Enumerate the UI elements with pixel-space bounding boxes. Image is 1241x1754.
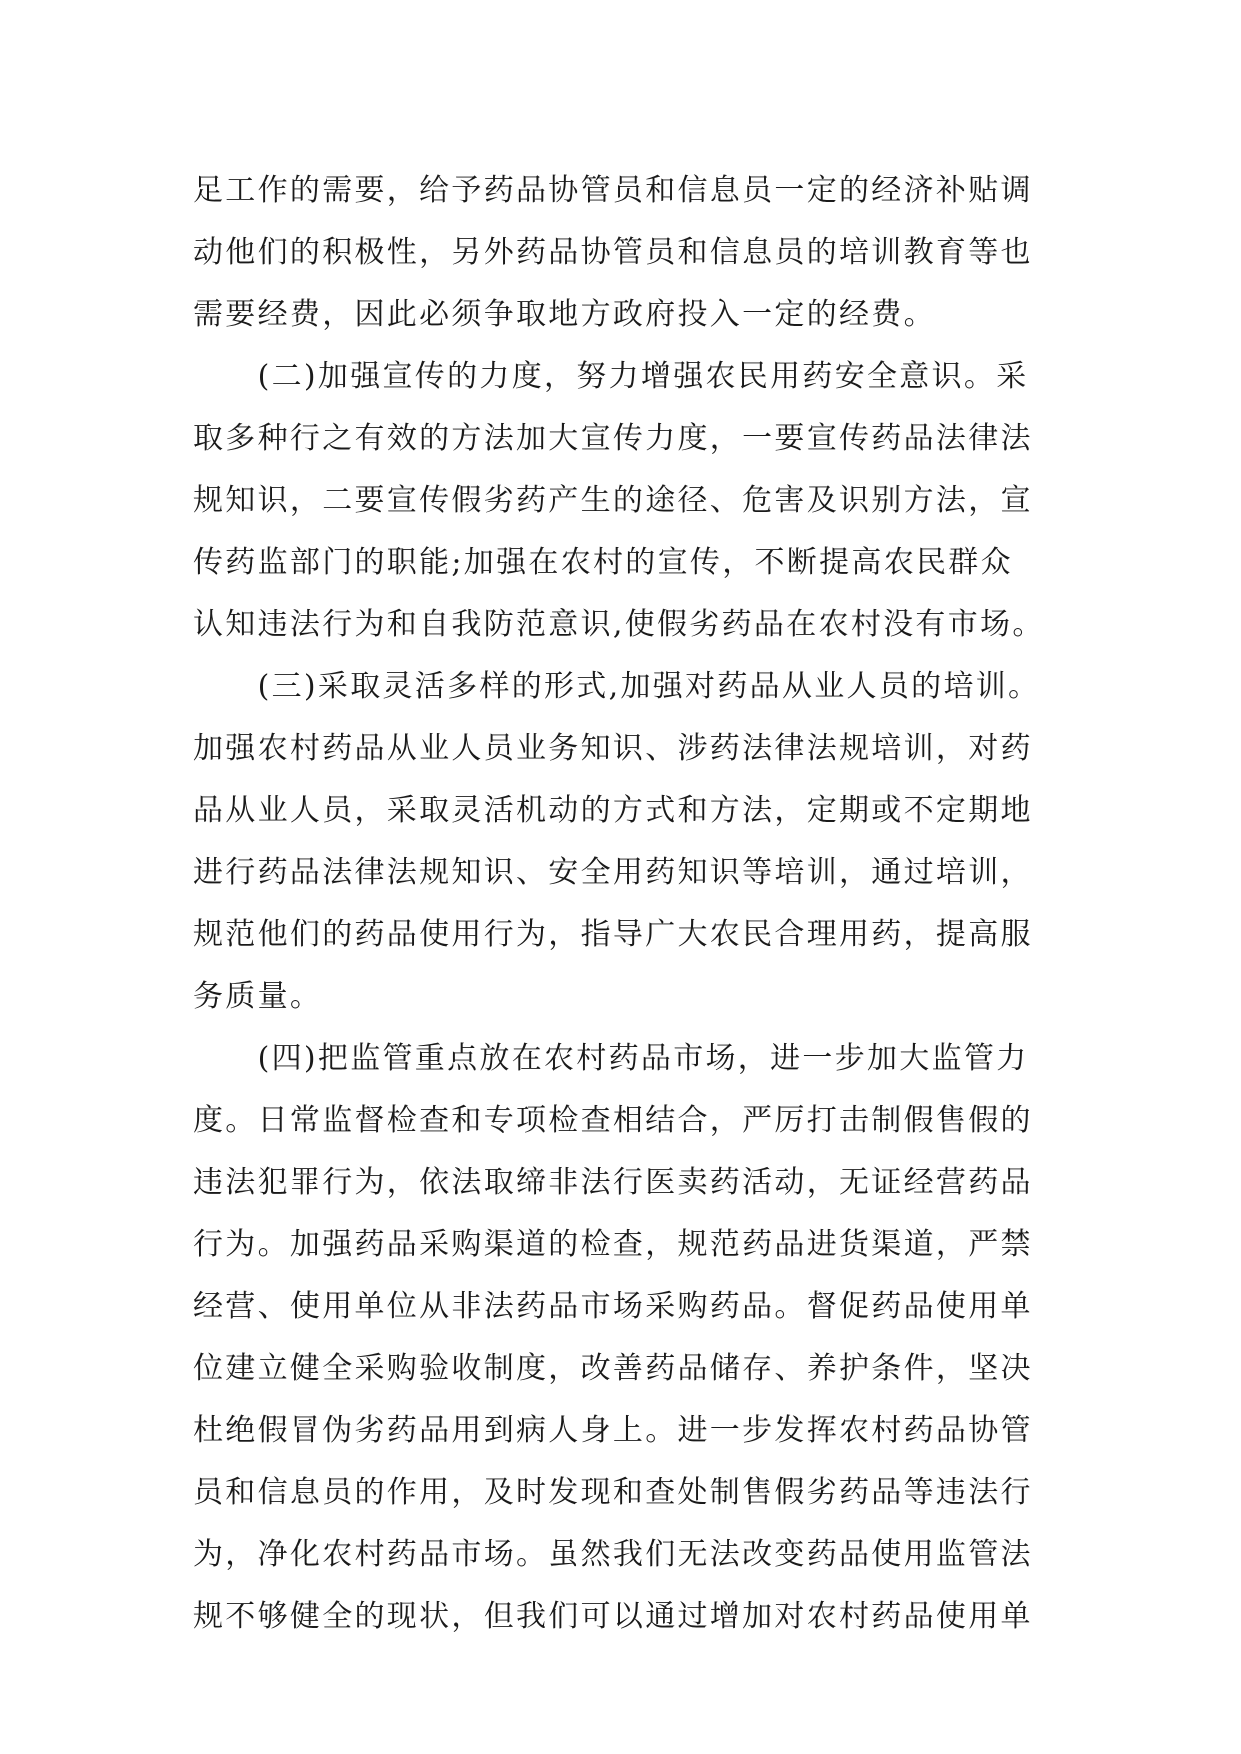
text-line: 经营、使用单位从非法药品市场采购药品。督促药品使用单 — [193, 1289, 1033, 1324]
text-line: 为，净化农村药品市场。虽然我们无法改变药品使用监管法 — [193, 1537, 1033, 1572]
text-line: 规知识，二要宣传假劣药产生的途径、危害及识别方法，宣 — [193, 483, 1033, 518]
text-line: 位建立健全采购验收制度，改善药品储存、养护条件，坚决 — [193, 1351, 1033, 1386]
text-line: 取多种行之有效的方法加大宣传力度，一要宣传药品法律法 — [193, 421, 1033, 456]
text-line: (三)采取灵活多样的形式,加强对药品从业人员的培训。 — [193, 669, 1041, 704]
text-line: 动他们的积极性，另外药品协管员和信息员的培训教育等也 — [193, 235, 1033, 270]
text-line: 加强农村药品从业人员业务知识、涉药法律法规培训，对药 — [193, 731, 1033, 766]
text-line: 务质量。 — [193, 979, 323, 1014]
text-line: 度。日常监督检查和专项检查相结合，严厉打击制假售假的 — [193, 1103, 1033, 1138]
text-line: 传药监部门的职能;加强在农村的宣传，不断提高农民群众 — [193, 545, 1013, 580]
text-line: 规不够健全的现状，但我们可以通过增加对农村药品使用单 — [193, 1599, 1033, 1634]
document-body — [193, 160, 1053, 1648]
text-line: 认知违法行为和自我防范意识,使假劣药品在农村没有市场。 — [193, 607, 1045, 642]
text-line: 进行药品法律法规知识、安全用药知识等培训，通过培训， — [193, 855, 1033, 890]
text-line: (四)把监管重点放在农村药品市场，进一步加大监管力 — [193, 1041, 1029, 1076]
text-line: 规范他们的药品使用行为，指导广大农民合理用药，提高服 — [193, 917, 1033, 952]
text-line: 品从业人员，采取灵活机动的方式和方法，定期或不定期地 — [193, 793, 1033, 828]
text-line: 足工作的需要，给予药品协管员和信息员一定的经济补贴调 — [193, 173, 1033, 208]
text-line: 员和信息员的作用，及时发现和查处制售假劣药品等违法行 — [193, 1475, 1033, 1510]
text-line: 需要经费，因此必须争取地方政府投入一定的经费。 — [193, 297, 936, 332]
text-line: 违法犯罪行为，依法取缔非法行医卖药活动，无证经营药品 — [193, 1165, 1033, 1200]
text-line: (二)加强宣传的力度，努力增强农民用药安全意识。采 — [193, 359, 1029, 394]
text-line: 行为。加强药品采购渠道的检查，规范药品进货渠道，严禁 — [193, 1227, 1033, 1262]
text-line: 杜绝假冒伪劣药品用到病人身上。进一步发挥农村药品协管 — [193, 1413, 1033, 1448]
